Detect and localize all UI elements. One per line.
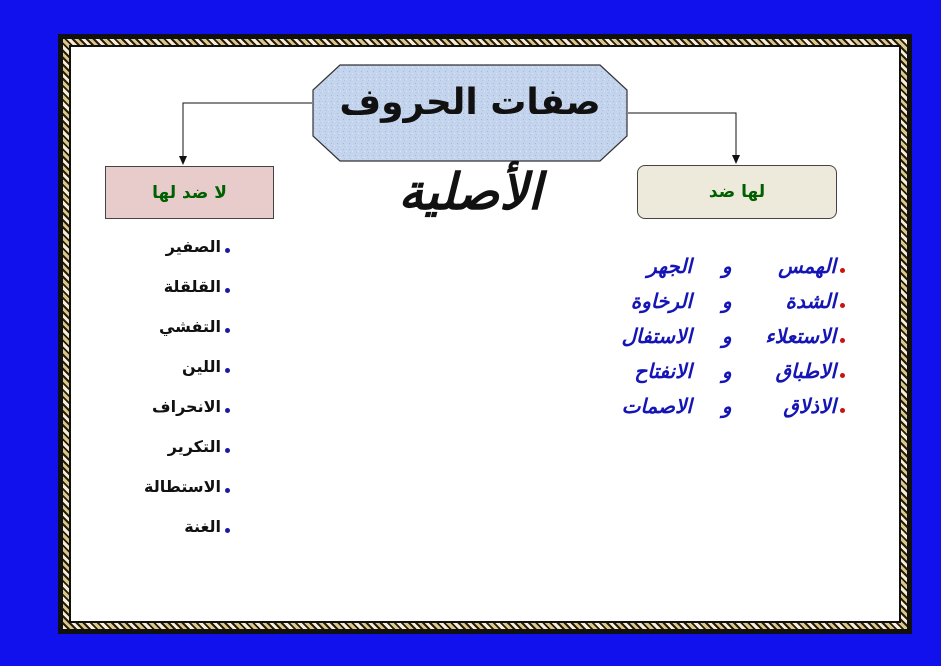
has-opposite-label: لها ضد bbox=[708, 182, 766, 202]
bullet-icon bbox=[225, 368, 230, 373]
pair-row bbox=[600, 357, 860, 392]
pair-row bbox=[600, 322, 860, 357]
bullet-icon bbox=[225, 488, 230, 493]
pair-first: الهمس bbox=[778, 254, 836, 278]
list-item bbox=[120, 386, 230, 426]
no-opposite-label: لا ضد لها bbox=[152, 182, 227, 203]
pair-second: الجهر bbox=[647, 254, 692, 278]
no-opposite-box bbox=[105, 166, 274, 219]
pair-row bbox=[600, 287, 860, 322]
bullet-icon bbox=[225, 408, 230, 413]
list-item-label: الاستطالة bbox=[144, 476, 221, 496]
pair-row bbox=[600, 392, 860, 427]
list-item-label: اللين bbox=[182, 356, 221, 376]
list-item bbox=[120, 266, 230, 306]
has-opposite-box bbox=[637, 165, 837, 219]
pair-conjunction: و bbox=[722, 394, 732, 418]
opposite-pairs-list bbox=[600, 252, 860, 427]
pair-conjunction: و bbox=[722, 254, 732, 278]
pair-second: الاستفال bbox=[621, 324, 692, 348]
list-item bbox=[120, 466, 230, 506]
bullet-icon bbox=[840, 373, 845, 378]
pair-conjunction: و bbox=[722, 324, 732, 348]
pair-first: الشدة bbox=[785, 289, 836, 313]
list-item bbox=[120, 426, 230, 466]
pair-first: الاطباق bbox=[775, 359, 836, 383]
list-item bbox=[120, 226, 230, 266]
diagram-subtitle: الأصلية bbox=[398, 162, 542, 221]
list-item-label: التفشي bbox=[158, 316, 221, 336]
list-item bbox=[120, 506, 230, 546]
bullet-icon bbox=[225, 288, 230, 293]
list-item-label: الغنة bbox=[184, 516, 221, 536]
bullet-icon bbox=[225, 248, 230, 253]
pair-row bbox=[600, 252, 860, 287]
bullet-icon bbox=[225, 328, 230, 333]
pair-second: الانفتاح bbox=[634, 359, 692, 383]
bullet-icon bbox=[840, 303, 845, 308]
pair-conjunction: و bbox=[722, 359, 732, 383]
list-item-label: الانحراف bbox=[152, 396, 221, 416]
pair-conjunction: و bbox=[722, 289, 732, 313]
list-item bbox=[120, 346, 230, 386]
pair-first: الاذلاق bbox=[783, 394, 836, 418]
connector-right bbox=[628, 113, 736, 161]
list-item bbox=[120, 306, 230, 346]
bullet-icon bbox=[840, 408, 845, 413]
list-item-label: الصفير bbox=[165, 236, 221, 256]
bullet-icon bbox=[840, 338, 845, 343]
bullet-icon bbox=[840, 268, 845, 273]
list-item-label: التكرير bbox=[167, 436, 221, 456]
list-item-label: القلقلة bbox=[163, 276, 221, 296]
no-opposite-list bbox=[120, 226, 230, 546]
bullet-icon bbox=[225, 448, 230, 453]
diagram-title: صفات الحروف bbox=[339, 82, 601, 123]
pair-first: الاستعلاء bbox=[765, 324, 836, 348]
pair-second: الاصمات bbox=[621, 394, 692, 418]
pair-second: الرخاوة bbox=[630, 289, 692, 313]
bullet-icon bbox=[225, 528, 230, 533]
connector-left bbox=[183, 103, 312, 162]
